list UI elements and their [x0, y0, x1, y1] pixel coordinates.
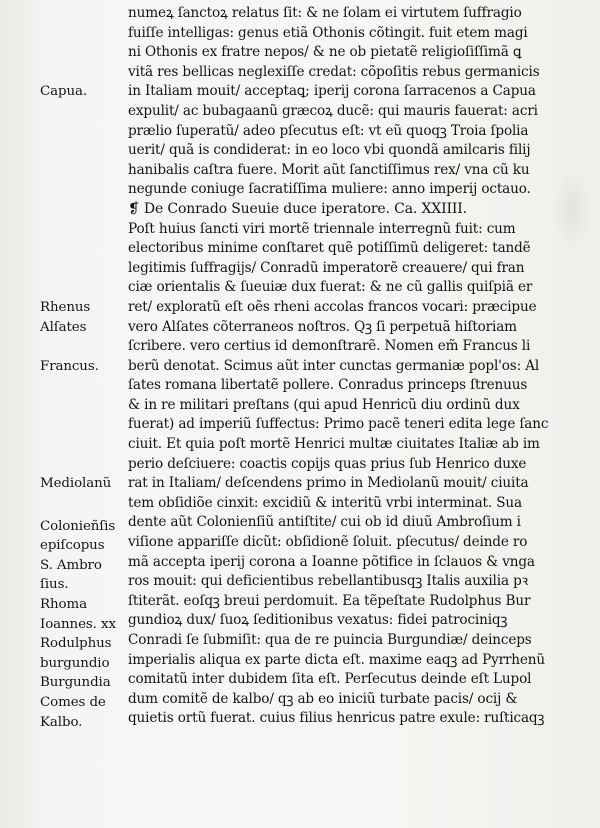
text-line: ciæ orientalis & ſueuiæ dux fuerat: & ne cũ gallis quiſpiã er: [128, 279, 533, 296]
margin-note: Mediolanũ: [40, 476, 112, 492]
margin-note: Alſates: [40, 319, 87, 335]
margin-note: Kalbo.: [40, 714, 83, 730]
text-line: Conradi ſe ſubmiſit: qua de re puincia Burgundiæ/ deinceps: [128, 632, 532, 648]
text-line: ſates romana libertatẽ pollere. Conradus princeps ſtrenuus: [128, 377, 528, 394]
text-line: numeꝝ ſanctoꝝ relatus ſit: & ne ſolam ei virtutem ſuffragio: [128, 5, 522, 21]
text-line: comitatũ inter dubidem ſita eſt. Perſecutus deinde eſt Lupol: [128, 671, 532, 688]
margin-note: Rhoma: [40, 597, 87, 612]
text-line: tem obſidiõe cinxit: excidiũ & interitũ vrbi interminat. Sua: [128, 494, 522, 511]
margin-note: Burgundia: [40, 675, 111, 691]
text-line: fuiſſe intelligas: genus etiã Othonis cõtingit. fuit etem magi: [128, 24, 528, 41]
text-line: & in re militari preſtans (qui apud Henricũ diu ordinũ dux: [128, 396, 520, 413]
margin-note: burgundio: [40, 655, 110, 671]
margin-note: Capua.: [40, 84, 88, 100]
text-line: in Italiam mouit/ acceptaꝗ; iperij corona ſarracenos a Capua: [128, 83, 536, 100]
text-line: negunde coniuge ſacratiſſima muliere: anno imperij octauo.: [128, 181, 531, 198]
text-line: rat in Italiam/ deſcendens primo in Mediolanũ mouit/ ciuita: [128, 475, 529, 492]
text-line: gundioꝝ dux/ ſuoꝝ ſeditionibus vexatus: fidei patrociniqꝫ: [128, 612, 508, 629]
text-line: mã accepta iperij corona a Ioanne põtifice in ſclauos & vnga: [128, 553, 535, 570]
text-line: legitimis ſuffragijs/ Conradũ imperatorẽ creauere/ qui fran: [128, 259, 525, 276]
text-line: quietis ortũ fuerat. cuius filius henricus patre exule: ruſticaqꝫ: [128, 710, 545, 727]
text-line: imperialis aliqua ex parte dicta eſt. maxime eaqꝫ ad Pyrrhenũ: [128, 651, 545, 668]
margin-note: S. Ambro: [40, 557, 102, 573]
text-line: berũ denotat. Scimus aũt inter cunctas germaniæ popl'os: Al: [128, 357, 540, 374]
margin-note: epiſcopus: [40, 538, 105, 554]
margin-note: Rodulphus: [40, 636, 112, 652]
text-line: dente aũt Colonienſiũ antiſtite/ cui ob id diuũ Ambroſium i: [128, 514, 521, 531]
text-line: ros mouit: qui deficientibus rebellantibusqꝫ Italis auxilia pꝛ: [128, 573, 528, 590]
margin-note: Ioannes. xx: [40, 616, 116, 632]
text-line: Poſt huius ſancti viri mortẽ triennale interregnũ fuit: cum: [128, 220, 516, 237]
text-line: ciuit. Et quia poſt mortẽ Henrici multæ ciuitates Italiæ ab im: [128, 436, 540, 453]
text-line: uerit/ quã is condiderat: in eo loco vbi quondã amilcaris filij: [128, 142, 531, 159]
text-line: ſtiterãt. eoſqꝫ breui perdomuit. Ea tẽpeſtate Rudolphus Bur: [128, 592, 531, 609]
margin-note: Rhenus: [40, 300, 91, 315]
text-line: ſcribere. vero certius id demonſtrarẽ. Nomen em̃ Francus li: [128, 338, 531, 355]
margin-note: Francus.: [40, 358, 99, 374]
text-line: expulit/ ac bubagaanũ græcoꝝ ducẽ: qui mauris fauerat: acri: [128, 102, 538, 119]
text-line: viſione appariſſe dicũt: obſidionẽ ſoluit. pſecutus/ deinde ro: [128, 534, 528, 551]
margin-note: ſius.: [40, 577, 69, 593]
text-line: ni Othonis ex fratre nepos/ & ne ob pietatẽ religioſiſſimã ꝗ: [128, 44, 522, 61]
text-line: dum comitẽ de kalbo/ qꝫ ab eo iniciũ turbate pacis/ ocij &: [128, 690, 518, 707]
margin-note: Comes de: [40, 695, 106, 710]
text-line: prælio ſuperatũ/ adeo pſecutus eſt: vt eũ quoqꝫ Troia ſpolia: [128, 122, 529, 139]
text-line: vero Alſates cõterraneos noſtros. Qꝫ ſi perpetuã hiſtoriam: [128, 318, 517, 335]
text-line: ret/ exploratũ eſt oẽs rheni accolas francos vocari: præcipue: [128, 298, 537, 315]
margin-note: Colonieñſis: [40, 518, 116, 534]
text-line: perio deſciuere: coactis copijs quas prius ſub Henrico duxe: [128, 455, 527, 472]
text-line: fuerat) ad imperiũ ſuffectus: Primo pacẽ teneri edita lege ſanc: [128, 416, 549, 433]
text-line: hanibalis caſtra fuere. Morit aũt ſanctiſſimus rex/ vna cũ ku: [128, 161, 530, 178]
text-line: vitã res bellicas neglexiſſe credat: cõpoſitis rebus germanicis: [128, 63, 540, 80]
main-text-column: [128, 4, 586, 729]
chapter-heading: ❡ De Conrado Sueuie duce iperatore. Ca. XXIIII.: [128, 200, 467, 217]
text-line: electoribus minime conſtaret quẽ potiſſimũ deligeret: tandẽ: [128, 240, 531, 257]
